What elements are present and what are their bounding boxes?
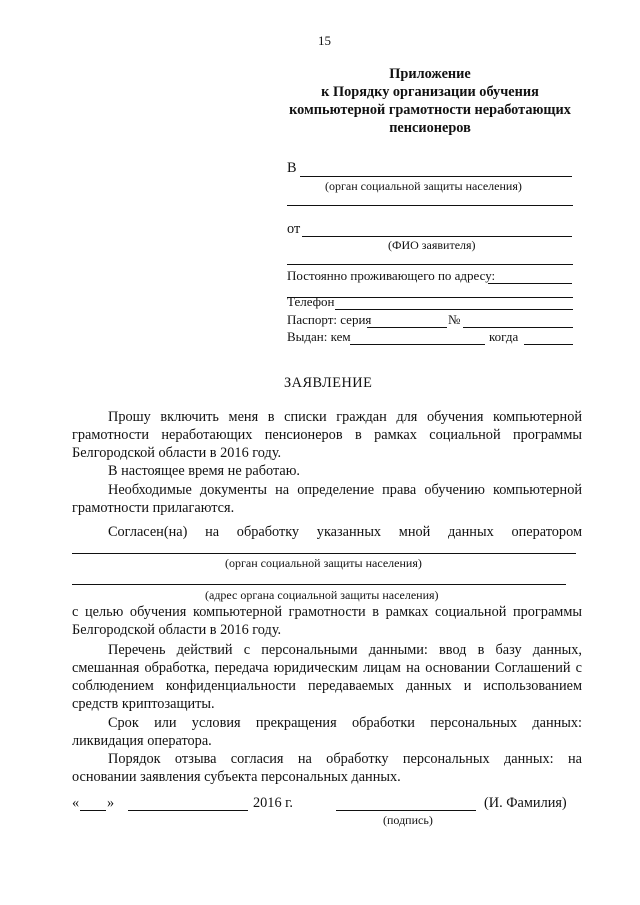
issued-by-label: Выдан: кем <box>287 329 351 344</box>
address-line[interactable] <box>488 283 572 284</box>
page-number: 15 <box>318 33 331 48</box>
appendix-line-3: компьютерной грамотности неработающих <box>289 102 571 118</box>
from-name-line[interactable] <box>302 236 572 237</box>
from-name-caption: (ФИО заявителя) <box>388 238 476 252</box>
paragraph-withdraw-line-1: Порядок отзыва согласия на обработку персональных данных: на <box>108 751 582 767</box>
signer-name: (И. Фамилия) <box>484 795 567 811</box>
paragraph-documents-line-2: грамотности прилагаются. <box>72 500 235 516</box>
signature-line[interactable] <box>336 810 476 811</box>
consent-organ-line[interactable] <box>72 553 576 554</box>
signature-caption: (подпись) <box>383 813 433 827</box>
passport-series-label: Паспорт: серия <box>287 312 372 327</box>
paragraph-actions-line-1: Перечень действий с персональными данными: ввод в базу данных, <box>108 642 582 658</box>
consent-address-caption: (адрес органа социальной защиты населения) <box>205 588 439 602</box>
date-quote-close: » <box>107 795 115 811</box>
consent-organ-caption: (орган социальной защиты населения) <box>225 556 422 570</box>
address-label: Постоянно проживающего по адресу: <box>287 268 496 283</box>
to-prefix: В <box>287 160 297 176</box>
paragraph-request-line-2: грамотности неработающих пенсионеров в рамках социальной программы <box>72 427 582 443</box>
to-organ-caption: (орган социальной защиты населения) <box>325 179 522 193</box>
consent-line: Согласен(на) на обработку указанных мной данных оператором <box>108 524 582 540</box>
appendix-line-4: пенсионеров <box>389 120 471 136</box>
passport-number-label: № <box>448 312 461 327</box>
paragraph-actions-line-2: смешанная обработка, передача юридическим лицам на основании Соглашений с <box>72 660 582 676</box>
date-month-line[interactable] <box>128 810 248 811</box>
paragraph-purpose-line-2: Белгородской области в 2016 году. <box>72 622 282 638</box>
paragraph-term-line-2: ликвидация оператора. <box>72 733 212 749</box>
date-quote-open: « <box>72 795 80 811</box>
to-organ-line[interactable] <box>300 176 572 177</box>
paragraph-term-line-1: Срок или условия прекращения обработки персональных данных: <box>108 715 582 731</box>
paragraph-documents-line-1: Необходимые документы на определение права обучению компьютерной <box>108 482 582 498</box>
from-prefix: от <box>287 221 301 237</box>
appendix-title: Приложение <box>389 66 471 82</box>
appendix-line-2: к Порядку организации обучения <box>321 84 539 100</box>
paragraph-not-working: В настоящее время не работаю. <box>108 463 301 479</box>
paragraph-actions-line-3: соблюдением конфиденциальности передаваемых данных и использованием <box>72 678 582 694</box>
issued-when-line[interactable] <box>524 344 573 345</box>
issued-when-label: когда <box>489 329 519 344</box>
document-title: ЗАЯВЛЕНИЕ <box>284 375 373 391</box>
date-year: 2016 г. <box>253 795 293 811</box>
paragraph-withdraw-line-2: основании заявления субъекта персональных данных. <box>72 769 401 785</box>
passport-number-line[interactable] <box>463 327 573 328</box>
phone-label: Телефон <box>287 294 335 309</box>
passport-series-line[interactable] <box>367 327 447 328</box>
date-day-line[interactable] <box>80 810 106 811</box>
phone-line[interactable] <box>335 309 573 310</box>
issued-by-line[interactable] <box>350 344 485 345</box>
paragraph-purpose-line-1: с целью обучения компьютерной грамотности в рамках социальной программы <box>72 604 582 620</box>
from-name-line-2[interactable] <box>287 264 573 265</box>
to-organ-line-2[interactable] <box>287 205 573 206</box>
paragraph-request-line-1: Прошу включить меня в списки граждан для обучения компьютерной <box>108 409 582 425</box>
paragraph-actions-line-4: средств криптозащиты. <box>72 696 215 712</box>
paragraph-request-line-3: Белгородской области в 2016 году. <box>72 445 282 461</box>
consent-address-line[interactable] <box>72 584 566 585</box>
